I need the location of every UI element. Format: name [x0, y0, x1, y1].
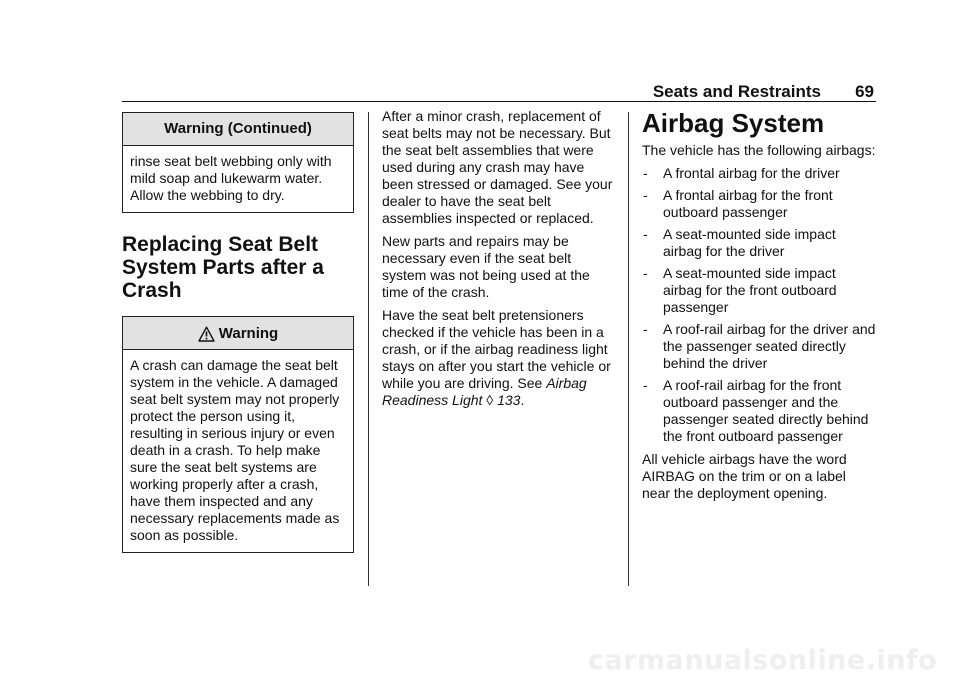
warning-title-row — [123, 317, 353, 350]
list-item-text: A frontal airbag for the driver — [663, 165, 840, 181]
list-item — [642, 321, 876, 372]
list-item-text: A roof-rail airbag for the driver and the passenger seated directly behind the driver — [663, 321, 876, 371]
page-ref-number[interactable]: 133 — [497, 392, 521, 408]
warning-box — [122, 316, 354, 553]
list-item — [642, 187, 876, 221]
warning-continued-title: Warning (Continued) — [123, 113, 353, 146]
paragraph-new-parts: New parts and repairs may be necessary even if the seat belt system was not being used at the time of the crash. — [382, 233, 590, 300]
airbag-readiness-light-link[interactable]: Airbag Readiness Light — [382, 375, 587, 408]
header-rule — [122, 101, 876, 102]
list-item-text: A seat-mounted side impact airbag for the front outboard passenger — [663, 265, 837, 315]
airbag-intro: The vehicle has the following airbags: — [642, 142, 876, 158]
bullet-icon: ‐ — [643, 377, 648, 393]
column-divider-2 — [628, 112, 629, 586]
warning-text: A crash can damage the seat belt system in the vehicle. A damaged seat belt system may not properly protect the person using it, resulting in serious injury or even death in a crash. To help make sure the seat belt systems are working properly after a crash, have them inspected and any necessary replacements made as soon as possible. — [130, 357, 340, 543]
period: . — [520, 392, 525, 408]
airbag-outro: All vehicle airbags have the word AIRBAG on the trim or on a label near the deployment opening. — [642, 451, 847, 501]
list-item-text: A seat-mounted side impact airbag for the driver — [663, 226, 836, 259]
bullet-icon: ‐ — [643, 321, 648, 337]
paragraph-pretensioners — [382, 307, 616, 409]
warning-continued-text: rinse seat belt webbing only with mild soap and lukewarm water. Allow the webbing to dry. — [130, 153, 332, 203]
page-header — [122, 80, 876, 102]
watermark — [588, 644, 960, 678]
column-3 — [642, 108, 876, 508]
bullet-icon: ‐ — [643, 187, 648, 203]
column-divider-1 — [368, 112, 369, 586]
list-item — [642, 265, 876, 316]
bullet-icon: ‐ — [643, 165, 648, 181]
paragraph-minor-crash: After a minor crash, replacement of seat belts may not be necessary. But the seat belt assemblies that were used during any crash may have been stressed or damaged. See your dealer to have the seat belt assemblies inspected or replaced. — [382, 108, 613, 226]
page-ref-arrow-icon: ◊ — [486, 392, 494, 408]
pretensioners-text: Have the seat belt pretensioners checked if the vehicle has been in a crash, or if the airbag readiness light stays on after you start the vehicle or while you are driving. See — [382, 307, 611, 391]
section-heading-replacing-seat-belt: Replacing Seat Belt System Parts after a Crash — [122, 233, 324, 302]
list-item-text: A frontal airbag for the front outboard passenger — [663, 187, 833, 220]
section-title: Seats and Restraints — [652, 82, 821, 101]
section-heading-airbag-system: Airbag System — [642, 108, 825, 138]
warning-triangle-icon — [198, 321, 215, 355]
watermark-text: carmanualsonline.info — [588, 645, 938, 676]
warning-continued-box — [122, 112, 354, 213]
list-item — [642, 377, 876, 445]
bullet-icon: ‐ — [643, 265, 648, 281]
column-2 — [382, 108, 616, 415]
bullet-icon: ‐ — [643, 226, 648, 242]
column-1 — [122, 112, 354, 553]
list-item-text: A roof-rail airbag for the front outboard passenger and the passenger seated directly behind the front outboard passenger — [663, 377, 869, 444]
page-number: 69 — [855, 82, 874, 101]
airbag-list — [642, 165, 876, 445]
list-item — [642, 165, 876, 182]
list-item — [642, 226, 876, 260]
warning-title: Warning — [218, 325, 279, 342]
